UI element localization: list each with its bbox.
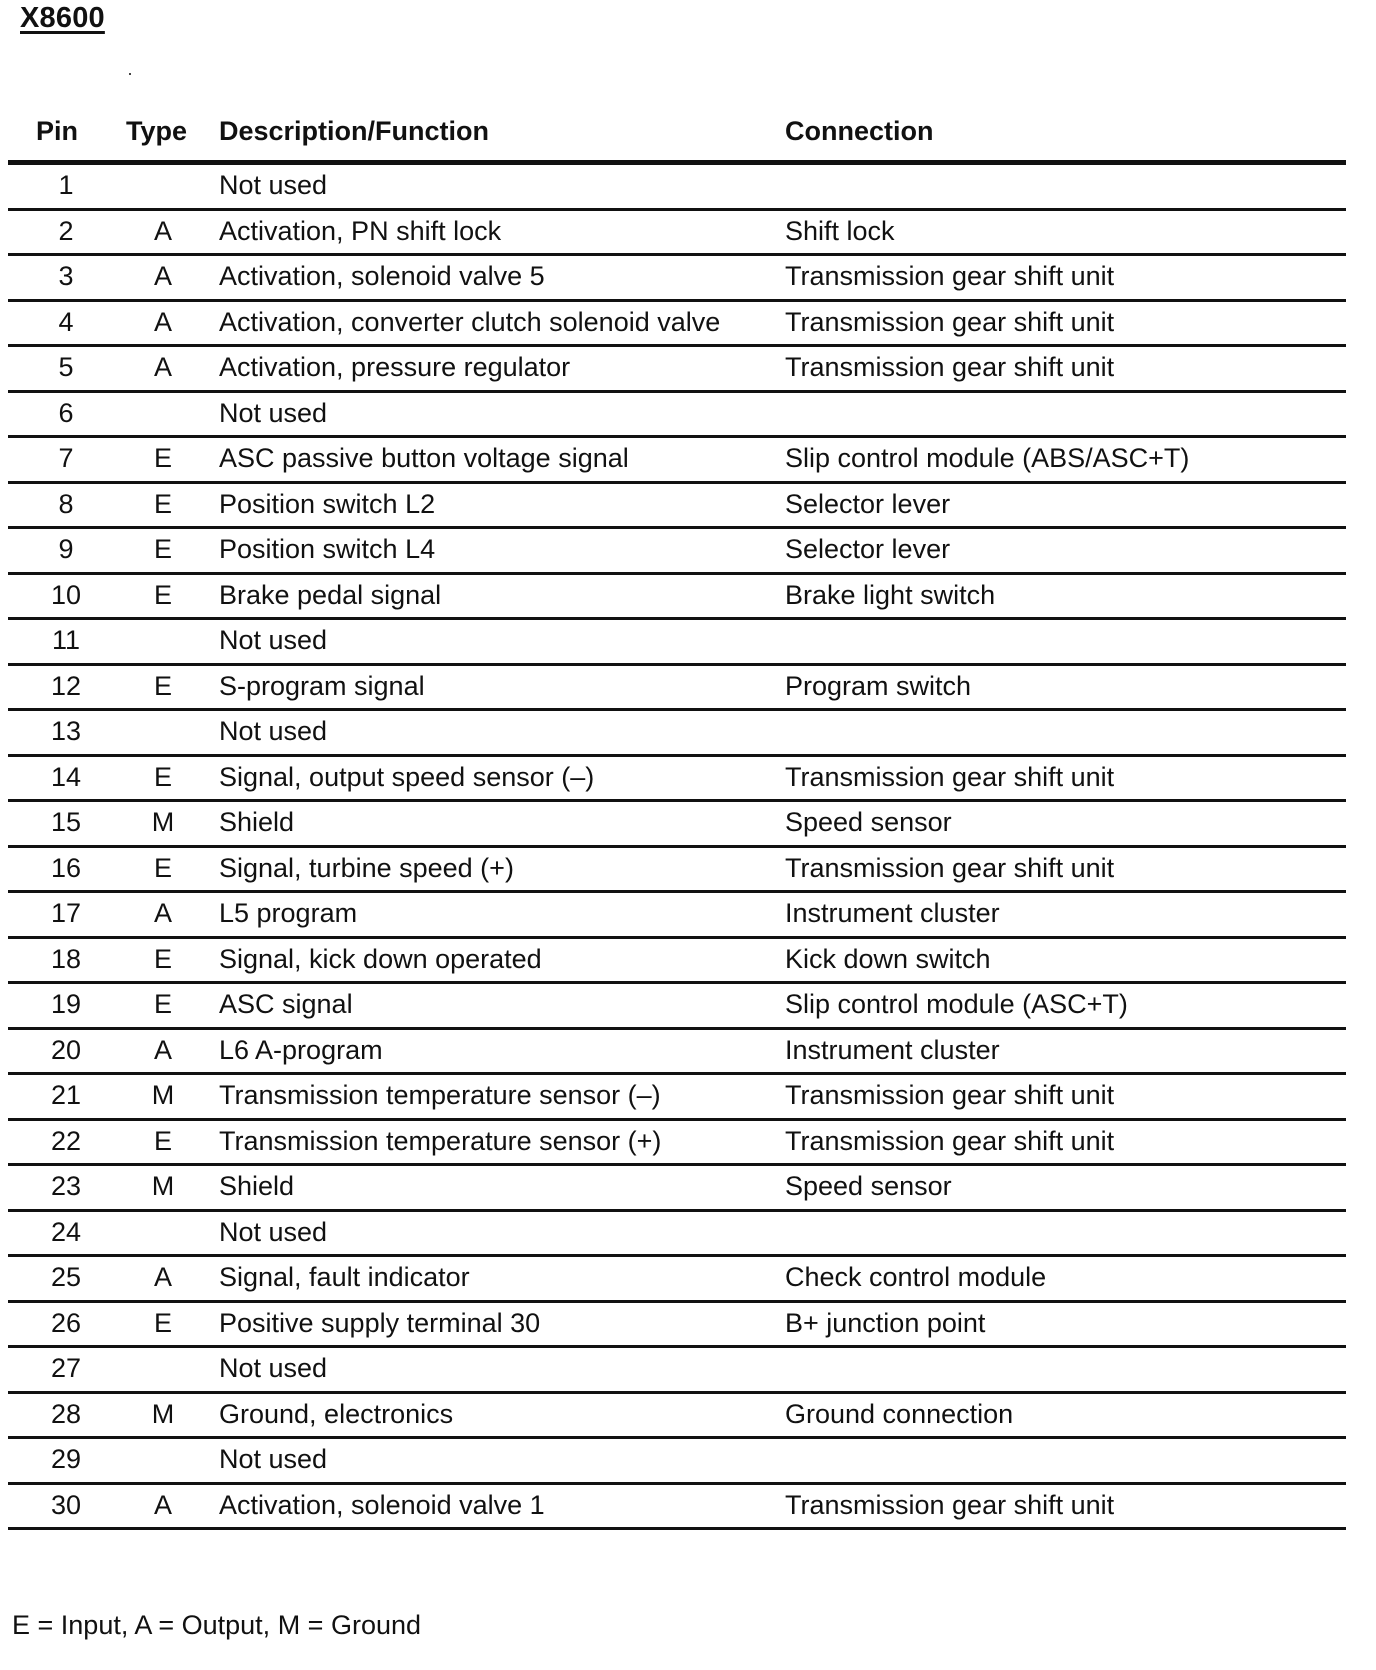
table-row xyxy=(8,1257,1346,1303)
table-row xyxy=(8,848,1346,894)
pin-cell: 15 xyxy=(50,807,82,837)
table-row xyxy=(8,802,1346,848)
connection-cell: Shift lock xyxy=(785,215,895,246)
type-cell: M xyxy=(151,1398,175,1429)
table-row xyxy=(8,1485,1346,1531)
connection-cell: Ground connection xyxy=(785,1398,1014,1429)
table-row xyxy=(8,1212,1346,1258)
connection-cell: Program switch xyxy=(785,670,972,701)
table-row xyxy=(8,1348,1346,1394)
description-cell: ASC signal xyxy=(219,989,353,1019)
table-row xyxy=(8,666,1346,712)
description-cell: Activation, PN shift lock xyxy=(219,215,502,246)
description-cell: Position switch L2 xyxy=(219,488,436,519)
type-cell: E xyxy=(153,1125,172,1156)
pin-cell: 30 xyxy=(50,1489,82,1520)
description-cell: Signal, turbine speed (+) xyxy=(219,852,514,883)
description-cell: ASC passive button voltage signal xyxy=(219,443,629,473)
table-row xyxy=(8,757,1346,803)
type-cell: E xyxy=(153,943,172,974)
table-row xyxy=(8,1394,1346,1440)
description-cell: Activation, pressure regulator xyxy=(219,352,571,382)
connection-cell: Transmission gear shift unit xyxy=(785,1080,1115,1110)
header-description: Description/Function xyxy=(219,116,489,146)
pin-cell: 4 xyxy=(58,306,74,337)
pin-cell: 6 xyxy=(58,397,74,428)
description-cell: Positive supply terminal 30 xyxy=(219,1307,541,1338)
type-cell: A xyxy=(153,306,172,337)
pin-cell: 22 xyxy=(50,1125,82,1156)
description-cell: Brake pedal signal xyxy=(219,579,442,610)
pin-cell: 25 xyxy=(50,1262,82,1292)
header-connection: Connection xyxy=(785,116,934,146)
connection-cell: Transmission gear shift unit xyxy=(785,352,1115,382)
table-row xyxy=(8,347,1346,393)
type-cell: E xyxy=(153,670,172,701)
description-cell: Not used xyxy=(219,1353,328,1383)
type-cell: A xyxy=(153,261,172,291)
description-cell: L6 A-program xyxy=(219,1034,383,1065)
description-cell: Transmission temperature sensor (–) xyxy=(219,1080,661,1110)
table-header xyxy=(8,110,1346,165)
table-row xyxy=(8,939,1346,985)
connection-cell: Transmission gear shift unit xyxy=(785,261,1115,291)
scan-speck xyxy=(129,73,131,75)
description-cell: Signal, output speed sensor (–) xyxy=(219,761,595,792)
description-cell: Activation, converter clutch solenoid valve xyxy=(219,306,721,337)
description-cell: Ground, electronics xyxy=(219,1398,454,1429)
description-cell: Not used xyxy=(219,1216,328,1247)
table-row xyxy=(8,165,1346,211)
pin-cell: 3 xyxy=(58,261,74,291)
type-cell: E xyxy=(153,852,172,883)
table-row xyxy=(8,256,1346,302)
description-cell: Not used xyxy=(219,716,328,746)
table-row xyxy=(8,984,1346,1030)
description-cell: L5 program xyxy=(219,898,358,928)
connection-cell: Transmission gear shift unit xyxy=(785,761,1115,792)
description-cell: Position switch L4 xyxy=(219,534,436,564)
type-cell: M xyxy=(151,1080,175,1110)
connection-cell: Speed sensor xyxy=(785,1171,952,1201)
table-row xyxy=(8,438,1346,484)
description-cell: Shield xyxy=(219,807,295,837)
pin-cell: 7 xyxy=(58,443,74,473)
connection-cell: Slip control module (ABS/ASC+T) xyxy=(785,443,1190,473)
type-cell: E xyxy=(153,488,172,519)
pin-cell: 2 xyxy=(58,215,74,246)
pin-cell: 5 xyxy=(58,352,74,382)
header-type: Type xyxy=(126,116,188,146)
description-cell: Shield xyxy=(219,1171,295,1201)
table-row xyxy=(8,393,1346,439)
type-cell: A xyxy=(153,1034,172,1065)
connection-cell: Kick down switch xyxy=(785,943,991,974)
type-cell: E xyxy=(153,534,172,564)
table-row xyxy=(8,575,1346,621)
table-row xyxy=(8,529,1346,575)
type-cell: E xyxy=(153,989,172,1019)
type-cell: A xyxy=(153,898,172,928)
pin-cell: 10 xyxy=(50,579,82,610)
pin-cell: 26 xyxy=(50,1307,82,1338)
connection-cell: Selector lever xyxy=(785,534,951,564)
description-cell: Not used xyxy=(219,625,328,655)
type-cell: A xyxy=(153,1262,172,1292)
description-cell: Activation, solenoid valve 1 xyxy=(219,1489,545,1520)
connection-cell: Slip control module (ASC+T) xyxy=(785,989,1128,1019)
pin-cell: 21 xyxy=(50,1080,82,1110)
table-row xyxy=(8,711,1346,757)
pin-cell: 23 xyxy=(50,1171,82,1201)
pin-cell: 13 xyxy=(50,716,82,746)
connection-cell: Speed sensor xyxy=(785,807,952,837)
type-cell: A xyxy=(153,352,172,382)
description-cell: Signal, kick down operated xyxy=(219,943,542,974)
pin-cell: 24 xyxy=(50,1216,82,1247)
pin-cell: 14 xyxy=(50,761,82,792)
connection-cell: Selector lever xyxy=(785,488,951,519)
pin-cell: 27 xyxy=(50,1353,82,1383)
type-cell: A xyxy=(153,1489,172,1520)
pin-cell: 8 xyxy=(58,488,74,519)
header-pin: Pin xyxy=(36,116,79,146)
pin-cell: 29 xyxy=(50,1444,82,1474)
connection-cell: Transmission gear shift unit xyxy=(785,852,1115,883)
type-cell: E xyxy=(153,579,172,610)
description-cell: Not used xyxy=(219,1444,328,1474)
table-row xyxy=(8,302,1346,348)
pin-cell: 12 xyxy=(50,670,82,701)
pin-cell: 16 xyxy=(50,852,82,883)
type-cell: M xyxy=(151,1171,175,1201)
table-row xyxy=(8,893,1346,939)
pin-cell: 20 xyxy=(50,1034,82,1065)
connection-cell: Brake light switch xyxy=(785,579,996,610)
table-row xyxy=(8,211,1346,257)
description-cell: Not used xyxy=(219,170,328,200)
description-cell: Signal, fault indicator xyxy=(219,1262,470,1292)
table-row xyxy=(8,1439,1346,1485)
connection-cell: Transmission gear shift unit xyxy=(785,1489,1115,1520)
connection-cell: Check control module xyxy=(785,1262,1047,1292)
table-row xyxy=(8,1075,1346,1121)
pin-cell: 11 xyxy=(51,625,81,655)
type-cell: E xyxy=(153,761,172,792)
table-row xyxy=(8,1030,1346,1076)
pin-table xyxy=(8,110,1346,1530)
description-cell: S-program signal xyxy=(219,670,425,701)
connection-cell: Instrument cluster xyxy=(785,898,1000,928)
connection-cell: Transmission gear shift unit xyxy=(785,1125,1115,1156)
pin-cell: 19 xyxy=(50,989,82,1019)
pin-cell: 28 xyxy=(50,1398,82,1429)
pin-cell: 9 xyxy=(58,534,74,564)
table-body xyxy=(8,165,1346,1530)
type-cell: M xyxy=(151,807,175,837)
document-title: X8600 xyxy=(20,2,105,34)
pin-cell: 18 xyxy=(50,943,82,974)
table-row xyxy=(8,1121,1346,1167)
connection-cell: B+ junction point xyxy=(785,1307,986,1338)
pin-cell: 17 xyxy=(50,898,82,928)
description-cell: Activation, solenoid valve 5 xyxy=(219,261,545,291)
pin-cell: 1 xyxy=(58,170,74,200)
table-row xyxy=(8,620,1346,666)
connection-cell: Instrument cluster xyxy=(785,1034,1000,1065)
table-row xyxy=(8,484,1346,530)
description-cell: Not used xyxy=(219,397,328,428)
table-row xyxy=(8,1303,1346,1349)
type-cell: A xyxy=(153,215,172,246)
type-legend: E = Input, A = Output, M = Ground xyxy=(12,1610,422,1640)
table-row xyxy=(8,1166,1346,1212)
type-cell: E xyxy=(153,1307,172,1338)
description-cell: Transmission temperature sensor (+) xyxy=(219,1125,662,1156)
connection-cell: Transmission gear shift unit xyxy=(785,306,1115,337)
type-cell: E xyxy=(153,443,172,473)
